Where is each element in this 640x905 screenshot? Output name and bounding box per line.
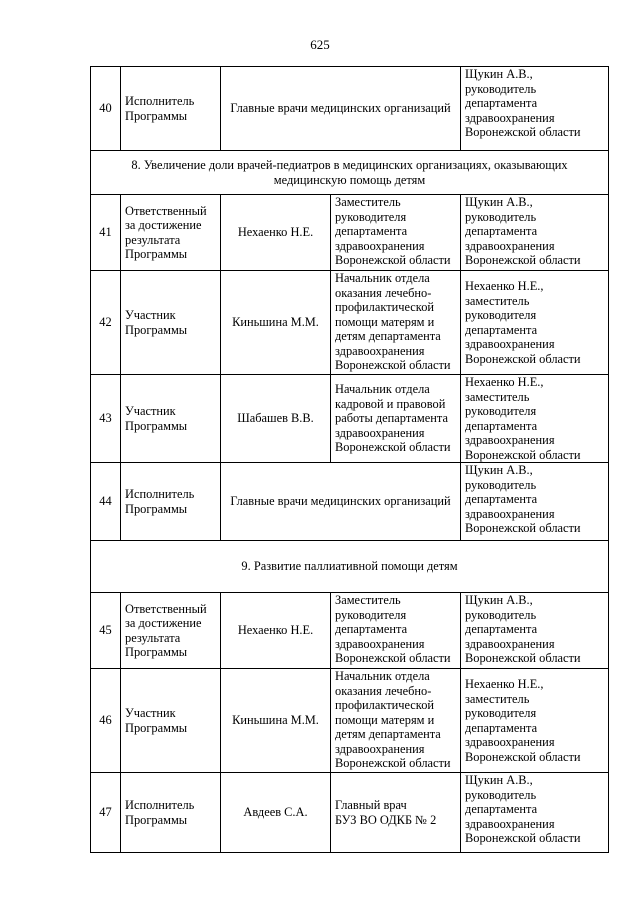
role-text: Исполнитель Программы bbox=[125, 487, 195, 516]
head-cell bbox=[461, 669, 609, 773]
position-text: Начальник отдела оказания лечебно- профилактической помощи матерям и детям департамента здравоохранения Воронежской области bbox=[335, 271, 451, 372]
merged-cell bbox=[221, 463, 461, 541]
role-cell bbox=[121, 669, 221, 773]
table-row bbox=[91, 67, 609, 151]
role-cell bbox=[121, 375, 221, 463]
section-text: 8. Увеличение доли врачей-педиатров в медицинских организациях, оказывающих медицинскую помощь детям bbox=[131, 158, 568, 187]
role-text: Ответственный за достижение результата Программы bbox=[125, 601, 207, 659]
section-heading bbox=[91, 541, 609, 593]
position-cell bbox=[331, 593, 461, 669]
table-row bbox=[91, 271, 609, 375]
head-text: Щукин А.В., руководитель департамента здравоохранения Воронежской области bbox=[465, 593, 581, 665]
role-text: Ответственный за достижение результата Программы bbox=[125, 203, 207, 261]
section-row bbox=[91, 151, 609, 195]
row-number: 44 bbox=[91, 463, 121, 541]
position-cell bbox=[331, 669, 461, 773]
role-cell bbox=[121, 271, 221, 375]
row-number: 45 bbox=[91, 593, 121, 669]
person-text: Киньшина М.М. bbox=[232, 315, 319, 330]
position-cell bbox=[331, 773, 461, 853]
person-text: Шабашев В.В. bbox=[237, 411, 314, 426]
table-row bbox=[91, 195, 609, 271]
section-row bbox=[91, 541, 609, 593]
page-number: 625 bbox=[310, 37, 330, 52]
head-cell bbox=[461, 463, 609, 541]
head-text: Щукин А.В., руководитель департамента здравоохранения Воронежской области bbox=[465, 463, 581, 535]
person-cell bbox=[221, 375, 331, 463]
table-row bbox=[91, 593, 609, 669]
position-text: Главный врач БУЗ ВО ОДКБ № 2 bbox=[335, 798, 437, 827]
person-text: Нехаенко Н.Е. bbox=[237, 225, 314, 240]
head-cell bbox=[461, 67, 609, 151]
position-cell bbox=[331, 271, 461, 375]
role-text: Исполнитель Программы bbox=[125, 94, 195, 123]
role-cell bbox=[121, 593, 221, 669]
role-text: Участник Программы bbox=[125, 308, 188, 337]
head-text: Щукин А.В., руководитель департамента здравоохранения Воронежской области bbox=[465, 773, 581, 845]
position-cell bbox=[331, 375, 461, 463]
position-text: Заместитель руководителя департамента здравоохранения Воронежской области bbox=[335, 593, 451, 665]
position-text: Начальник отдела кадровой и правовой работы департамента здравоохранения Воронежской области bbox=[335, 382, 451, 455]
role-cell bbox=[121, 195, 221, 271]
head-text: Щукин А.В., руководитель департамента здравоохранения Воронежской области bbox=[465, 195, 581, 267]
row-number: 43 bbox=[91, 375, 121, 463]
section-text: 9. Развитие паллиативной помощи детям bbox=[241, 559, 458, 574]
role-text: Исполнитель Программы bbox=[125, 798, 195, 827]
table-row bbox=[91, 669, 609, 773]
person-text: Авдеев С.А. bbox=[243, 805, 308, 820]
head-cell bbox=[461, 271, 609, 375]
person-cell bbox=[221, 773, 331, 853]
person-cell bbox=[221, 195, 331, 271]
row-number: 42 bbox=[91, 271, 121, 375]
person-text: Киньшина М.М. bbox=[232, 713, 319, 728]
head-cell bbox=[461, 593, 609, 669]
responsibility-table bbox=[90, 66, 609, 853]
role-cell bbox=[121, 773, 221, 853]
head-cell bbox=[461, 375, 609, 463]
section-heading bbox=[91, 151, 609, 195]
merged-text: Главные врачи медицинских организаций bbox=[230, 101, 451, 116]
head-text: Нехаенко Н.Е., заместитель руководителя департамента здравоохранения Воронежской области bbox=[465, 279, 581, 366]
row-number: 46 bbox=[91, 669, 121, 773]
role-cell bbox=[121, 463, 221, 541]
position-text: Начальник отдела оказания лечебно- профилактической помощи матерям и детям департамента здравоохранения Воронежской области bbox=[335, 669, 451, 770]
position-text: Заместитель руководителя департамента здравоохранения Воронежской области bbox=[335, 195, 451, 267]
head-text: Щукин А.В., руководитель департамента здравоохранения Воронежской области bbox=[465, 67, 581, 139]
row-number: 47 bbox=[91, 773, 121, 853]
person-text: Нехаенко Н.Е. bbox=[237, 623, 314, 638]
role-text: Участник Программы bbox=[125, 404, 188, 433]
row-number: 41 bbox=[91, 195, 121, 271]
table-row bbox=[91, 773, 609, 853]
person-cell bbox=[221, 271, 331, 375]
table-row bbox=[91, 375, 609, 463]
head-cell bbox=[461, 195, 609, 271]
position-cell bbox=[331, 195, 461, 271]
role-text: Участник Программы bbox=[125, 706, 188, 735]
row-number: 40 bbox=[91, 67, 121, 151]
merged-cell bbox=[221, 67, 461, 151]
person-cell bbox=[221, 669, 331, 773]
head-cell bbox=[461, 773, 609, 853]
head-text: Нехаенко Н.Е., заместитель руководителя департамента здравоохранения Воронежской области bbox=[465, 677, 581, 764]
head-text: Нехаенко Н.Е., заместитель руководителя департамента здравоохранения Воронежской области bbox=[465, 375, 581, 462]
role-cell bbox=[121, 67, 221, 151]
table-row bbox=[91, 463, 609, 541]
person-cell bbox=[221, 593, 331, 669]
merged-text: Главные врачи медицинских организаций bbox=[230, 494, 451, 509]
